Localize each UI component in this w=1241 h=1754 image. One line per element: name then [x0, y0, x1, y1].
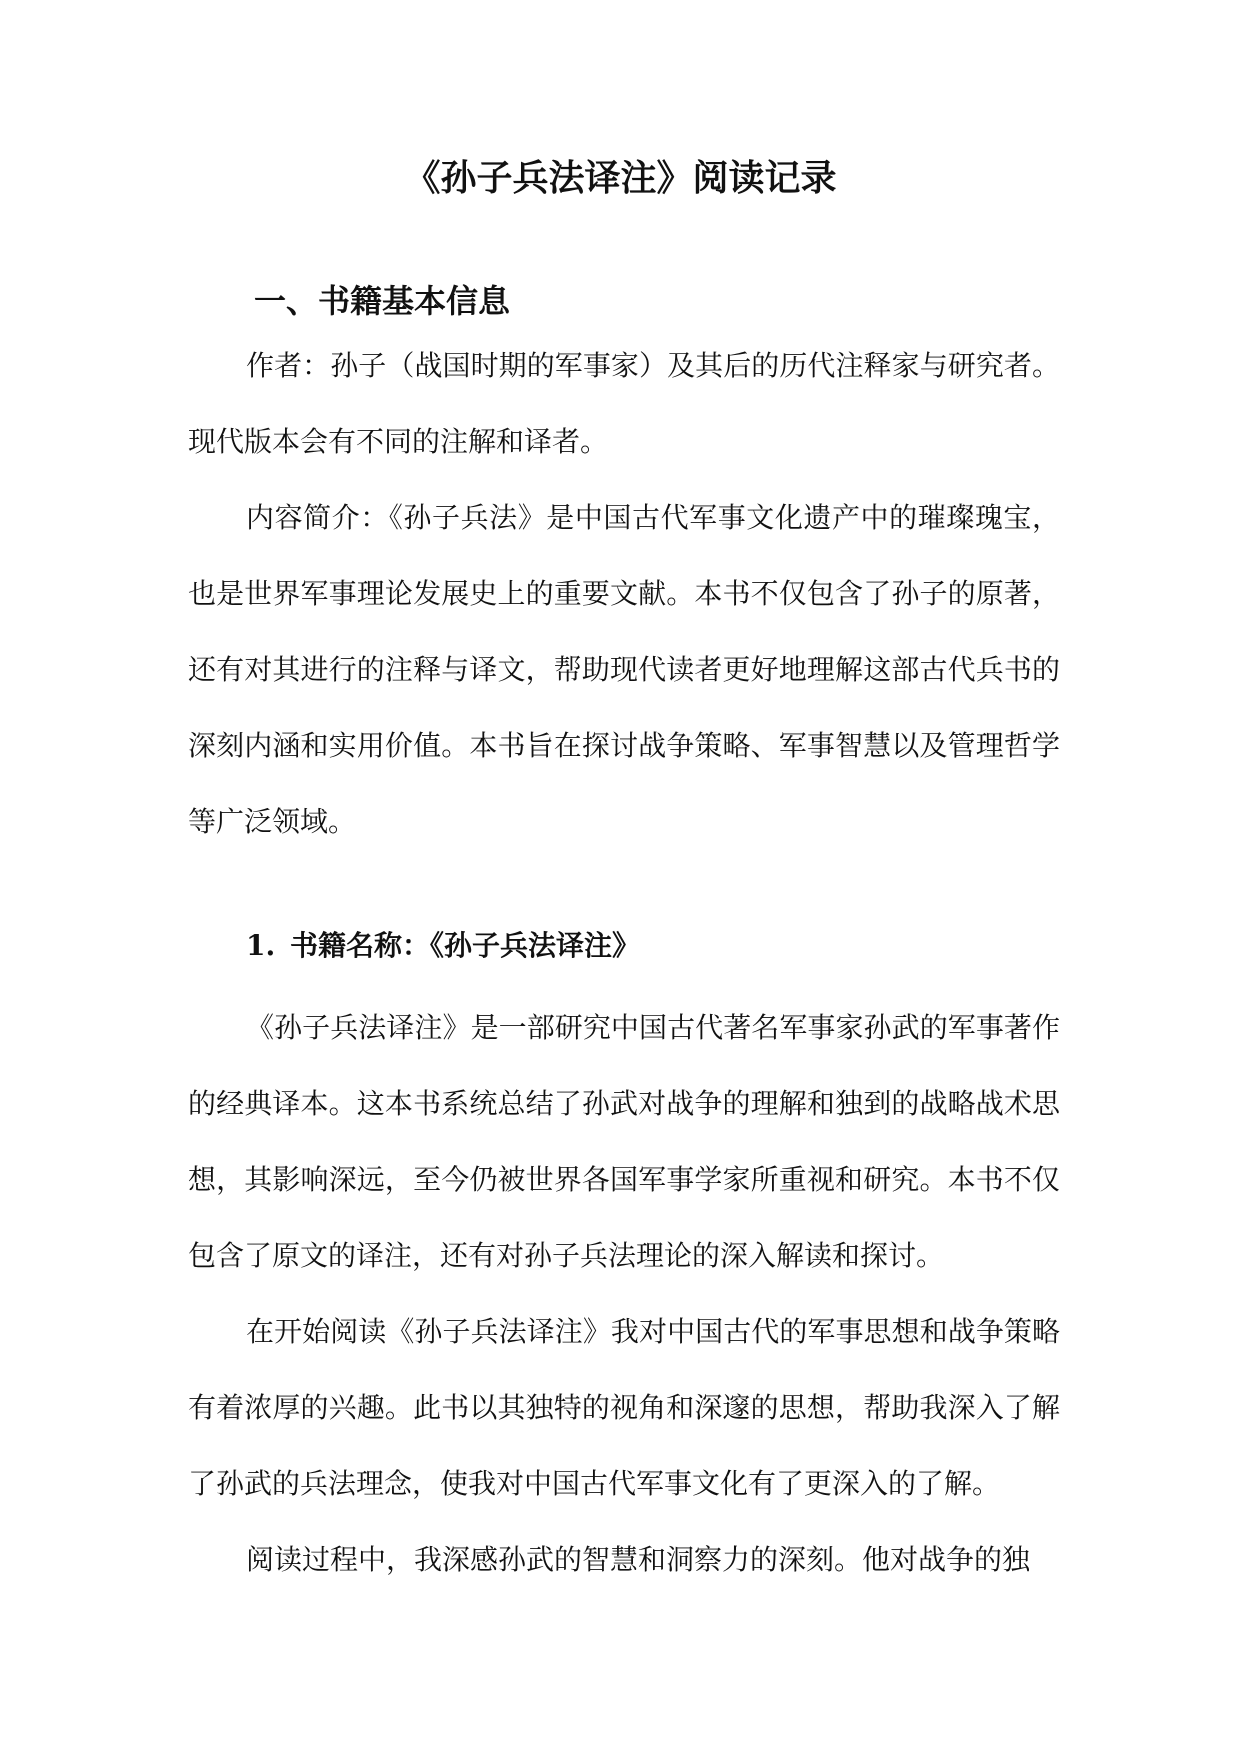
paragraph-reading-start: 在开始阅读《孙子兵法译注》我对中国古代的军事思想和战争策略有着浓厚的兴趣。此书以其独特的视角和深邃的思想，帮助我深入了解了孙武的兵法理念，使我对中国古代军事文化有了更深入的了解。: [188, 1315, 1060, 1500]
paragraph-summary: 内容简介：《孙子兵法》是中国古代军事文化遗产中的璀璨瑰宝，也是世界军事理论发展史上的重要文献。本书不仅包含了孙子的原著，还有对其进行的注释与译文，帮助现代读者更好地理解这部古代兵书的深刻内涵和实用价值。本书旨在探讨战争策略、军事智慧以及管理哲学等广泛领域。: [188, 501, 1060, 838]
subsection-heading-book-name: [246, 922, 640, 970]
document-title: 《孙子兵法译注》阅读记录: [404, 157, 837, 199]
paragraph-reading-process: 阅读过程中，我深感孙武的智慧和洞察力的深刻。他对战争的独: [246, 1543, 1031, 1576]
paragraph-book-intro: 《孙子兵法译注》是一部研究中国古代著名军事家孙武的军事著作的经典译本。这本书系统总结了孙武对战争的理解和独到的战略战术思想，其影响深远，至今仍被世界各国军事学家所重视和研究。本书不仅包含了原文的译注，还有对孙子兵法理论的深入解读和探讨。: [188, 1011, 1060, 1272]
subsection-number: 1.: [246, 929, 276, 962]
section-heading-basic-info: 一、书籍基本信息: [254, 282, 511, 320]
paragraph-author: 作者：孙子（战国时期的军事家）及其后的历代注释家与研究者。现代版本会有不同的注解和译者。: [188, 349, 1060, 458]
subsection-heading-text: 书籍名称：《孙子兵法译注》: [290, 929, 641, 962]
